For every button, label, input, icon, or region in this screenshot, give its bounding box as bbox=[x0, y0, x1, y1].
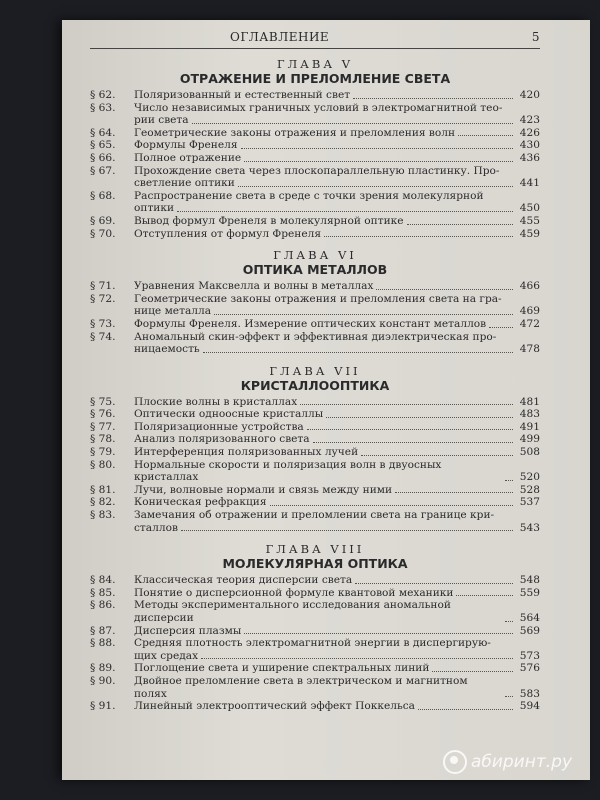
chapter-title: ОПТИКА МЕТАЛЛОВ bbox=[242, 262, 388, 278]
entry-page-number: 483 bbox=[519, 408, 540, 421]
section-number: § 68. bbox=[90, 189, 116, 202]
toc-entry[interactable] bbox=[90, 152, 540, 165]
chapter-section bbox=[90, 364, 540, 535]
chapter-section bbox=[90, 57, 540, 240]
toc-entry[interactable] bbox=[90, 318, 540, 331]
entry-title: Интерференция поляризованных лучей bbox=[134, 446, 359, 459]
section-number: § 90. bbox=[90, 674, 116, 687]
entry-title: Отступления от формул Френеля bbox=[134, 227, 322, 240]
section-number: § 70. bbox=[90, 227, 116, 240]
entry-title: Коническая рефракция bbox=[134, 496, 267, 509]
section-number: § 66. bbox=[90, 151, 116, 164]
entry-title-line: Аномальный скин-эффект и эффективная диэлектрическая про- bbox=[134, 330, 497, 343]
section-number: § 71. bbox=[90, 280, 116, 293]
section-number: § 79. bbox=[90, 446, 116, 459]
toc-entry[interactable] bbox=[90, 293, 540, 318]
toc-entry[interactable] bbox=[90, 496, 540, 509]
toc-entry[interactable] bbox=[90, 675, 540, 700]
leader-dots bbox=[458, 135, 513, 136]
chapter-label: ГЛАВА VI bbox=[273, 248, 357, 263]
section-number: § 62. bbox=[90, 89, 116, 101]
entry-title-line: Замечания об отражении и преломлении света на границе кри- bbox=[134, 509, 495, 522]
entry-title-line: щих средах bbox=[134, 649, 199, 662]
leader-dots bbox=[355, 583, 513, 584]
leader-dots bbox=[313, 442, 513, 443]
section-number: § 89. bbox=[90, 662, 116, 675]
entry-page-number: 459 bbox=[519, 227, 540, 240]
entry-title-line: рии света bbox=[134, 114, 189, 127]
entry-page-number: 573 bbox=[519, 649, 540, 662]
leader-dots bbox=[214, 314, 513, 315]
entry-title-line: нице металла bbox=[134, 305, 212, 318]
entry-page-number: 455 bbox=[519, 214, 540, 227]
toc-entry[interactable] bbox=[90, 102, 540, 127]
entry-page-number: 426 bbox=[519, 126, 540, 139]
entry-page-number: 430 bbox=[519, 139, 540, 152]
toc-entry[interactable] bbox=[90, 190, 540, 215]
toc-entry[interactable] bbox=[90, 165, 540, 190]
entry-title-line: Распространение света в среде с точки зрения молекулярной bbox=[134, 189, 484, 202]
chapter-label: ГЛАВА V bbox=[276, 57, 354, 71]
section-number: § 67. bbox=[90, 164, 116, 177]
toc-entry[interactable] bbox=[90, 459, 540, 484]
toc-entry[interactable] bbox=[90, 700, 540, 713]
entry-title: Оптически одноосные кристаллы bbox=[134, 408, 324, 421]
section-number: § 73. bbox=[90, 317, 116, 330]
entry-page-number: 491 bbox=[519, 420, 540, 433]
chapter-label: ГЛАВА VII bbox=[269, 363, 361, 378]
entry-page-number: 583 bbox=[519, 687, 540, 700]
chapter-title: ОТРАЖЕНИЕ И ПРЕЛОМЛЕНИЕ СВЕТА bbox=[179, 71, 451, 86]
leader-dots bbox=[489, 327, 513, 328]
entry-page-number: 508 bbox=[519, 446, 540, 459]
section-number: § 77. bbox=[90, 420, 116, 433]
section-number: § 87. bbox=[90, 624, 116, 637]
section-number: § 72. bbox=[90, 292, 116, 305]
page-title: ОГЛАВЛЕНИЕ bbox=[230, 30, 330, 44]
entry-title: Формулы Френеля. Измерение оптических констант металлов bbox=[134, 317, 487, 330]
page-header bbox=[90, 30, 540, 49]
chapter-section bbox=[90, 248, 540, 356]
entry-title-line: Средняя плотность электромагнитной энергии в диспергирую- bbox=[134, 637, 491, 650]
leader-dots bbox=[361, 455, 513, 456]
entry-title-line: Число независимых граничных условий в электромагнитной тео- bbox=[134, 101, 503, 114]
book-page bbox=[62, 20, 590, 780]
entry-title-line: ницаемость bbox=[134, 343, 200, 356]
section-number: § 91. bbox=[90, 700, 116, 713]
entry-title: Вывод формул Френеля в молекулярной оптике bbox=[134, 214, 404, 227]
toc-entry[interactable] bbox=[90, 139, 540, 152]
leader-dots bbox=[353, 98, 513, 99]
toc-entry[interactable] bbox=[90, 280, 540, 293]
leader-dots bbox=[300, 404, 513, 405]
toc-entry[interactable] bbox=[90, 599, 540, 624]
entry-page-number: 520 bbox=[519, 471, 540, 484]
entry-page-number: 478 bbox=[519, 343, 540, 356]
chapter-label: ГЛАВА VIII bbox=[265, 542, 365, 557]
entry-title: Двойное преломление света в электрическом и магнитном полях bbox=[134, 674, 468, 700]
entry-title: Методы экспериментального исследования аномальной дисперсии bbox=[134, 599, 451, 624]
section-number: § 83. bbox=[90, 509, 116, 522]
entry-title: Понятие о дисперсионной формуле квантовой механики bbox=[134, 586, 454, 599]
table-of-contents bbox=[90, 30, 540, 713]
toc-entry[interactable] bbox=[90, 396, 540, 409]
leader-dots bbox=[244, 161, 513, 162]
section-number: § 75. bbox=[90, 395, 116, 408]
leader-dots bbox=[203, 352, 513, 353]
leader-dots bbox=[505, 696, 513, 697]
section-number: § 81. bbox=[90, 483, 116, 496]
entry-title: Полное отражение bbox=[134, 151, 242, 164]
entry-title: Линейный электрооптический эффект Поккельса bbox=[134, 700, 415, 713]
leader-dots bbox=[177, 211, 513, 212]
watermark bbox=[443, 750, 572, 774]
entry-page-number: 564 bbox=[519, 612, 540, 624]
entry-title-line: оптики bbox=[134, 202, 175, 215]
page-number: 5 bbox=[531, 30, 540, 44]
entry-title: Классическая теория дисперсии света bbox=[134, 574, 353, 587]
section-number: § 74. bbox=[90, 330, 116, 343]
entry-page-number: 450 bbox=[519, 202, 540, 215]
toc-entry[interactable] bbox=[90, 89, 540, 102]
section-number: § 64. bbox=[90, 126, 116, 139]
entry-page-number: 466 bbox=[519, 280, 540, 293]
entry-page-number: 543 bbox=[519, 521, 540, 534]
section-number: § 65. bbox=[90, 139, 116, 152]
chapter-section bbox=[90, 542, 540, 713]
entry-page-number: 548 bbox=[519, 574, 540, 587]
entry-title: Плоские волны в кристаллах bbox=[134, 395, 298, 408]
entry-page-number: 469 bbox=[519, 305, 540, 318]
section-number: § 84. bbox=[90, 574, 116, 587]
toc-entry[interactable] bbox=[90, 574, 540, 587]
entry-title-line: сталлов bbox=[134, 521, 178, 534]
entry-page-number: 559 bbox=[519, 586, 540, 599]
section-number: § 78. bbox=[90, 433, 116, 446]
leader-dots bbox=[432, 671, 513, 672]
toc-entry[interactable] bbox=[90, 215, 540, 228]
section-number: § 76. bbox=[90, 408, 116, 421]
toc-entry[interactable] bbox=[90, 228, 540, 241]
entry-title-line: Геометрические законы отражения и преломления света на гра- bbox=[134, 292, 502, 305]
section-number: § 80. bbox=[90, 458, 116, 471]
entry-page-number: 569 bbox=[519, 624, 540, 637]
entry-page-number: 441 bbox=[519, 177, 540, 190]
entry-title-line: светление оптики bbox=[134, 177, 235, 190]
watermark-text: абиринт.ру bbox=[470, 752, 572, 772]
section-number: § 85. bbox=[90, 586, 116, 599]
leader-dots bbox=[238, 186, 513, 187]
entry-page-number: 594 bbox=[519, 700, 540, 713]
toc-entry[interactable] bbox=[90, 637, 540, 662]
entry-title: Анализ поляризованного света bbox=[134, 433, 310, 446]
leader-dots bbox=[326, 417, 513, 418]
leader-dots bbox=[244, 633, 513, 634]
leader-dots bbox=[270, 505, 513, 506]
leader-dots bbox=[324, 236, 513, 237]
section-number: § 82. bbox=[90, 496, 116, 509]
labirint-logo-icon bbox=[443, 750, 467, 774]
entry-page-number: 528 bbox=[519, 483, 540, 496]
leader-dots bbox=[407, 224, 513, 225]
entry-page-number: 576 bbox=[519, 662, 540, 675]
toc-entry[interactable] bbox=[90, 331, 540, 356]
entry-title: Поляризованный и естественный свет bbox=[134, 89, 351, 101]
entry-title: Поглощение света и уширение спектральных линий bbox=[134, 662, 430, 675]
section-number: § 69. bbox=[90, 214, 116, 227]
entry-title: Уравнения Максвелла и волны в металлах bbox=[134, 280, 374, 293]
chapters-list bbox=[90, 57, 540, 713]
entry-title: Лучи, волновые нормали и связь между ними bbox=[134, 483, 393, 496]
toc-entry[interactable] bbox=[90, 509, 540, 534]
entry-title: Дисперсия плазмы bbox=[134, 624, 242, 637]
leader-dots bbox=[505, 621, 513, 622]
toc-entry[interactable] bbox=[90, 587, 540, 600]
entry-page-number: 420 bbox=[519, 89, 540, 101]
leader-dots bbox=[376, 289, 513, 290]
entry-title: Формулы Френеля bbox=[134, 139, 238, 152]
leader-dots bbox=[181, 530, 513, 531]
section-number: § 63. bbox=[90, 101, 116, 114]
toc-entry[interactable] bbox=[90, 625, 540, 638]
chapter-title: КРИСТАЛЛООПТИКА bbox=[240, 377, 390, 393]
entry-page-number: 481 bbox=[519, 395, 540, 408]
leader-dots bbox=[395, 492, 513, 493]
leader-dots bbox=[505, 480, 513, 481]
entry-page-number: 499 bbox=[519, 433, 540, 446]
section-number: § 88. bbox=[90, 637, 116, 650]
entry-title: Нормальные скорости и поляризация волн в двуосных кристаллах bbox=[134, 458, 442, 484]
section-number: § 86. bbox=[90, 599, 116, 612]
toc-entry[interactable] bbox=[90, 421, 540, 434]
leader-dots bbox=[241, 148, 513, 149]
entry-page-number: 423 bbox=[519, 114, 540, 127]
toc-entry[interactable] bbox=[90, 408, 540, 421]
leader-dots bbox=[201, 658, 513, 659]
leader-dots bbox=[307, 429, 513, 430]
toc-entry[interactable] bbox=[90, 127, 540, 140]
leader-dots bbox=[418, 709, 513, 710]
entry-page-number: 436 bbox=[519, 151, 540, 164]
toc-entry[interactable] bbox=[90, 484, 540, 497]
entry-title-line: Прохождение света через плоскопараллельную пластинку. Про- bbox=[134, 164, 500, 177]
entry-title: Геометрические законы отражения и преломления волн bbox=[134, 126, 456, 139]
leader-dots bbox=[456, 595, 513, 596]
leader-dots bbox=[192, 123, 513, 124]
toc-entry[interactable] bbox=[90, 446, 540, 459]
entry-title: Поляризационные устройства bbox=[134, 420, 304, 433]
toc-entry[interactable] bbox=[90, 433, 540, 446]
toc-entry[interactable] bbox=[90, 662, 540, 675]
entry-page-number: 472 bbox=[519, 317, 540, 330]
entry-page-number: 537 bbox=[519, 496, 540, 509]
chapter-title: МОЛЕКУЛЯРНАЯ ОПТИКА bbox=[222, 556, 408, 572]
